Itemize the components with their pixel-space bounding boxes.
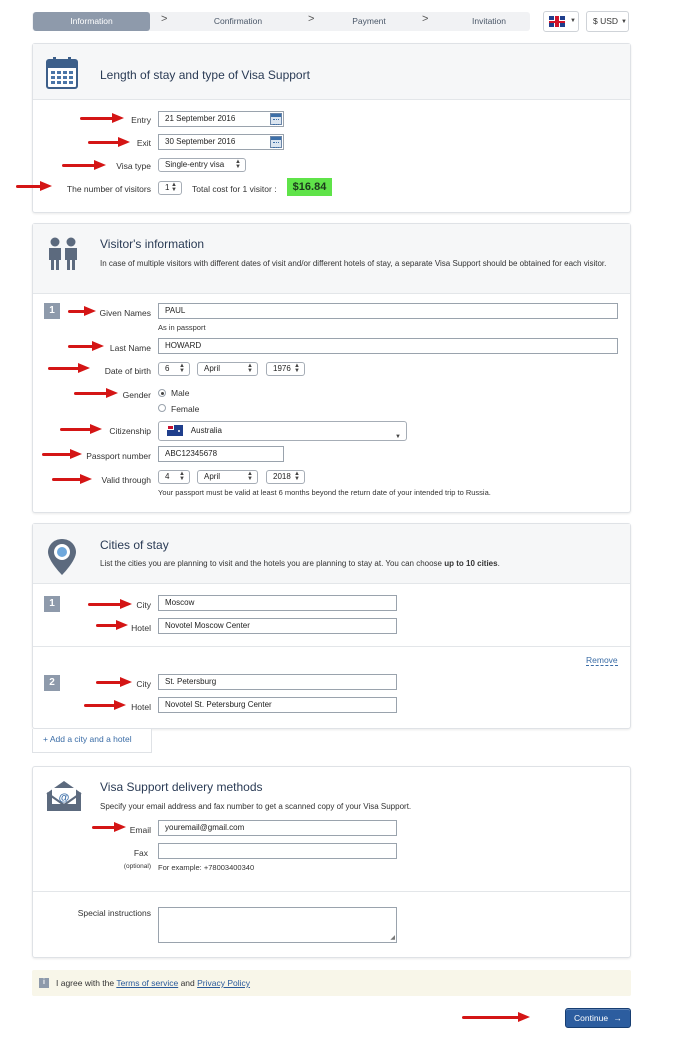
terms-link[interactable]: Terms of service: [116, 978, 179, 988]
email-label: Email: [129, 825, 151, 835]
agreement-text: [56, 978, 250, 988]
red-arrow-annotation: [74, 389, 118, 397]
agreement-prefix: I agree with the: [56, 978, 117, 988]
red-arrow-annotation: [62, 161, 106, 169]
visitor-number-badge: 1: [44, 303, 60, 319]
valid-day-select[interactable]: [158, 470, 190, 484]
step-separator: >: [161, 13, 168, 25]
fax-label: Fax: [133, 848, 148, 858]
valid-month-select[interactable]: [197, 470, 258, 484]
cities-description-bold: up to 10 cities: [444, 559, 498, 568]
email-icon: [45, 779, 83, 813]
stay-title: Length of stay and type of Visa Support: [100, 68, 310, 82]
svg-text:@: @: [58, 792, 70, 804]
red-arrow-annotation: [88, 138, 130, 146]
red-arrow-annotation: [88, 600, 132, 608]
visitors-count-value: 1: [165, 183, 170, 192]
australia-flag-icon: [167, 425, 183, 436]
updown-icon: ▲ ▼: [171, 182, 177, 193]
citizenship-value: Australia: [190, 426, 222, 435]
location-pin-icon: [45, 537, 79, 577]
delivery-title: Visa Support delivery methods: [100, 780, 263, 794]
gender-female-label[interactable]: Female: [171, 404, 200, 414]
chevron-down-icon: ▼: [621, 19, 627, 25]
chevron-down-icon: ▼: [570, 18, 576, 24]
exit-date-input[interactable]: [158, 134, 284, 150]
hotel-label: Hotel: [131, 623, 151, 633]
visitors-label: The number of visitors: [66, 184, 151, 194]
city-label: City: [136, 600, 151, 610]
red-arrow-annotation: [16, 182, 52, 190]
red-arrow-annotation: [68, 307, 96, 315]
updown-icon: ▲ ▼: [235, 159, 241, 170]
currency-selector[interactable]: [586, 11, 629, 32]
remove-city-link[interactable]: Remove: [586, 655, 618, 665]
passport-number-input[interactable]: ABC12345678: [158, 446, 284, 462]
red-arrow-annotation: [96, 621, 128, 629]
hotel-input[interactable]: Novotel Moscow Center: [158, 618, 397, 634]
red-arrow-annotation: [80, 114, 124, 122]
citizenship-select[interactable]: [158, 421, 407, 441]
people-icon: [45, 236, 81, 270]
special-instructions-label: Special instructions: [77, 908, 151, 918]
calendar-icon: [45, 56, 79, 90]
dob-year-select[interactable]: [266, 362, 305, 376]
updown-icon: ▲ ▼: [294, 363, 300, 374]
dob-year-value: 1976: [273, 364, 291, 373]
updown-icon: ▲ ▼: [179, 363, 185, 374]
cities-title: Cities of stay: [100, 538, 169, 552]
email-input[interactable]: youremail@gmail.com: [158, 820, 397, 836]
visitor-title: Visitor's information: [100, 237, 205, 251]
step-separator: >: [422, 13, 429, 25]
steps-bar: [32, 12, 530, 31]
agreement-and: and: [178, 978, 198, 988]
valid-year-select[interactable]: [266, 470, 305, 484]
special-instructions-textarea[interactable]: [158, 907, 397, 943]
dob-day-select[interactable]: [158, 362, 190, 376]
step-payment[interactable]: Payment: [352, 16, 386, 26]
exit-label: Exit: [136, 138, 151, 148]
hotel-label: Hotel: [131, 702, 151, 712]
gender-label: Gender: [122, 390, 151, 400]
cities-description-text: List the cities you are planning to visit and the hotels you are planning to stay at. You can choose: [100, 559, 445, 568]
given-names-label: Given Names: [99, 308, 151, 318]
citizenship-label: Citizenship: [109, 426, 151, 436]
chevron-down-icon: ▼: [395, 434, 401, 440]
total-price-badge: $16.84: [287, 178, 332, 196]
cities-panel-header: [33, 524, 630, 584]
city-divider: [33, 646, 630, 647]
red-arrow-annotation: [48, 364, 90, 372]
total-cost-label: Total cost for 1 visitor :: [192, 184, 277, 194]
calendar-picker-icon[interactable]: [270, 113, 282, 125]
updown-icon: ▲ ▼: [294, 471, 300, 482]
last-name-label: Last Name: [109, 343, 151, 353]
updown-icon: ▲ ▼: [247, 471, 253, 482]
red-arrow-annotation: [462, 1013, 530, 1021]
visa-type-value: Single-entry visa: [165, 160, 225, 169]
step-separator: >: [308, 13, 315, 25]
visitor-description: In case of multiple visitors with different dates of visit and/or different hotels of stay, a separate Visa Support should be obtained for each visitor.: [100, 259, 607, 268]
updown-icon: ▲ ▼: [179, 471, 185, 482]
fax-optional-label: (optional): [123, 863, 151, 870]
city-input[interactable]: St. Petersburg: [158, 674, 397, 690]
calendar-picker-icon[interactable]: [270, 136, 282, 148]
continue-label: Continue: [574, 1013, 609, 1023]
red-arrow-annotation: [68, 342, 104, 350]
cities-description-end: .: [497, 559, 500, 568]
resize-handle-icon[interactable]: ◢: [390, 935, 395, 941]
city-input[interactable]: Moscow: [158, 595, 397, 611]
red-arrow-annotation: [92, 823, 126, 831]
cities-description: [100, 558, 620, 569]
stay-panel-header: [33, 44, 630, 100]
language-selector[interactable]: [543, 11, 579, 32]
visa-type-label: Visa type: [116, 161, 151, 171]
uk-flag-icon: [549, 16, 565, 27]
dob-label: Date of birth: [104, 366, 151, 376]
dob-day-value: 6: [165, 364, 170, 373]
info-icon: i: [39, 978, 49, 988]
red-arrow-annotation: [84, 701, 126, 709]
currency-label: $ USD: [593, 16, 619, 26]
gender-female-radio[interactable]: [158, 404, 166, 412]
red-arrow-annotation: [60, 425, 102, 433]
arrow-right-icon: →: [613, 1013, 622, 1023]
valid-through-hint: Your passport must be valid at least 6 months beyond the return date of your intended trip to Russia.: [158, 488, 491, 497]
visa-type-select[interactable]: [158, 158, 246, 172]
dob-month-select[interactable]: [197, 362, 258, 376]
continue-button[interactable]: [565, 1008, 631, 1028]
fax-hint: For example: +78003400340: [158, 863, 255, 872]
step-confirmation[interactable]: Confirmation: [213, 16, 263, 26]
last-name-input[interactable]: HOWARD: [158, 338, 618, 354]
red-arrow-annotation: [52, 475, 92, 483]
gender-male-radio[interactable]: [158, 389, 166, 397]
valid-month-value: April: [204, 472, 221, 481]
delivery-divider: [33, 891, 630, 892]
privacy-link[interactable]: Privacy Policy: [197, 978, 251, 988]
delivery-description: Specify your email address and fax number to get a scanned copy of your Visa Support.: [100, 802, 412, 811]
entry-date-value: 21 September 2016: [165, 114, 236, 123]
step-invitation[interactable]: Invitation: [471, 16, 507, 26]
entry-label: Entry: [131, 115, 151, 125]
valid-through-label: Valid through: [101, 475, 151, 485]
city-label: City: [136, 679, 151, 689]
gender-male-label[interactable]: Male: [171, 388, 190, 398]
visitors-count-select[interactable]: [158, 181, 182, 195]
dob-month-value: April: [204, 364, 221, 373]
step-information[interactable]: Information: [33, 12, 150, 31]
hotel-input[interactable]: Novotel St. Petersburg Center: [158, 697, 397, 713]
fax-input[interactable]: [158, 843, 397, 859]
passport-label: Passport number: [86, 451, 151, 461]
red-arrow-annotation: [96, 678, 132, 686]
given-names-hint: As in passport: [158, 323, 206, 332]
visitor-panel-header: [33, 224, 630, 294]
updown-icon: ▲ ▼: [247, 363, 253, 374]
exit-date-value: 30 September 2016: [165, 137, 236, 146]
red-arrow-annotation: [42, 450, 82, 458]
agreement-bar: [32, 970, 631, 996]
valid-year-value: 2018: [273, 472, 291, 481]
city-number-badge: 1: [44, 596, 60, 612]
given-names-input[interactable]: PAUL: [158, 303, 618, 319]
entry-date-input[interactable]: [158, 111, 284, 127]
valid-day-value: 4: [165, 472, 170, 481]
add-city-button[interactable]: + Add a city and a hotel: [32, 729, 152, 753]
city-number-badge: 2: [44, 675, 60, 691]
